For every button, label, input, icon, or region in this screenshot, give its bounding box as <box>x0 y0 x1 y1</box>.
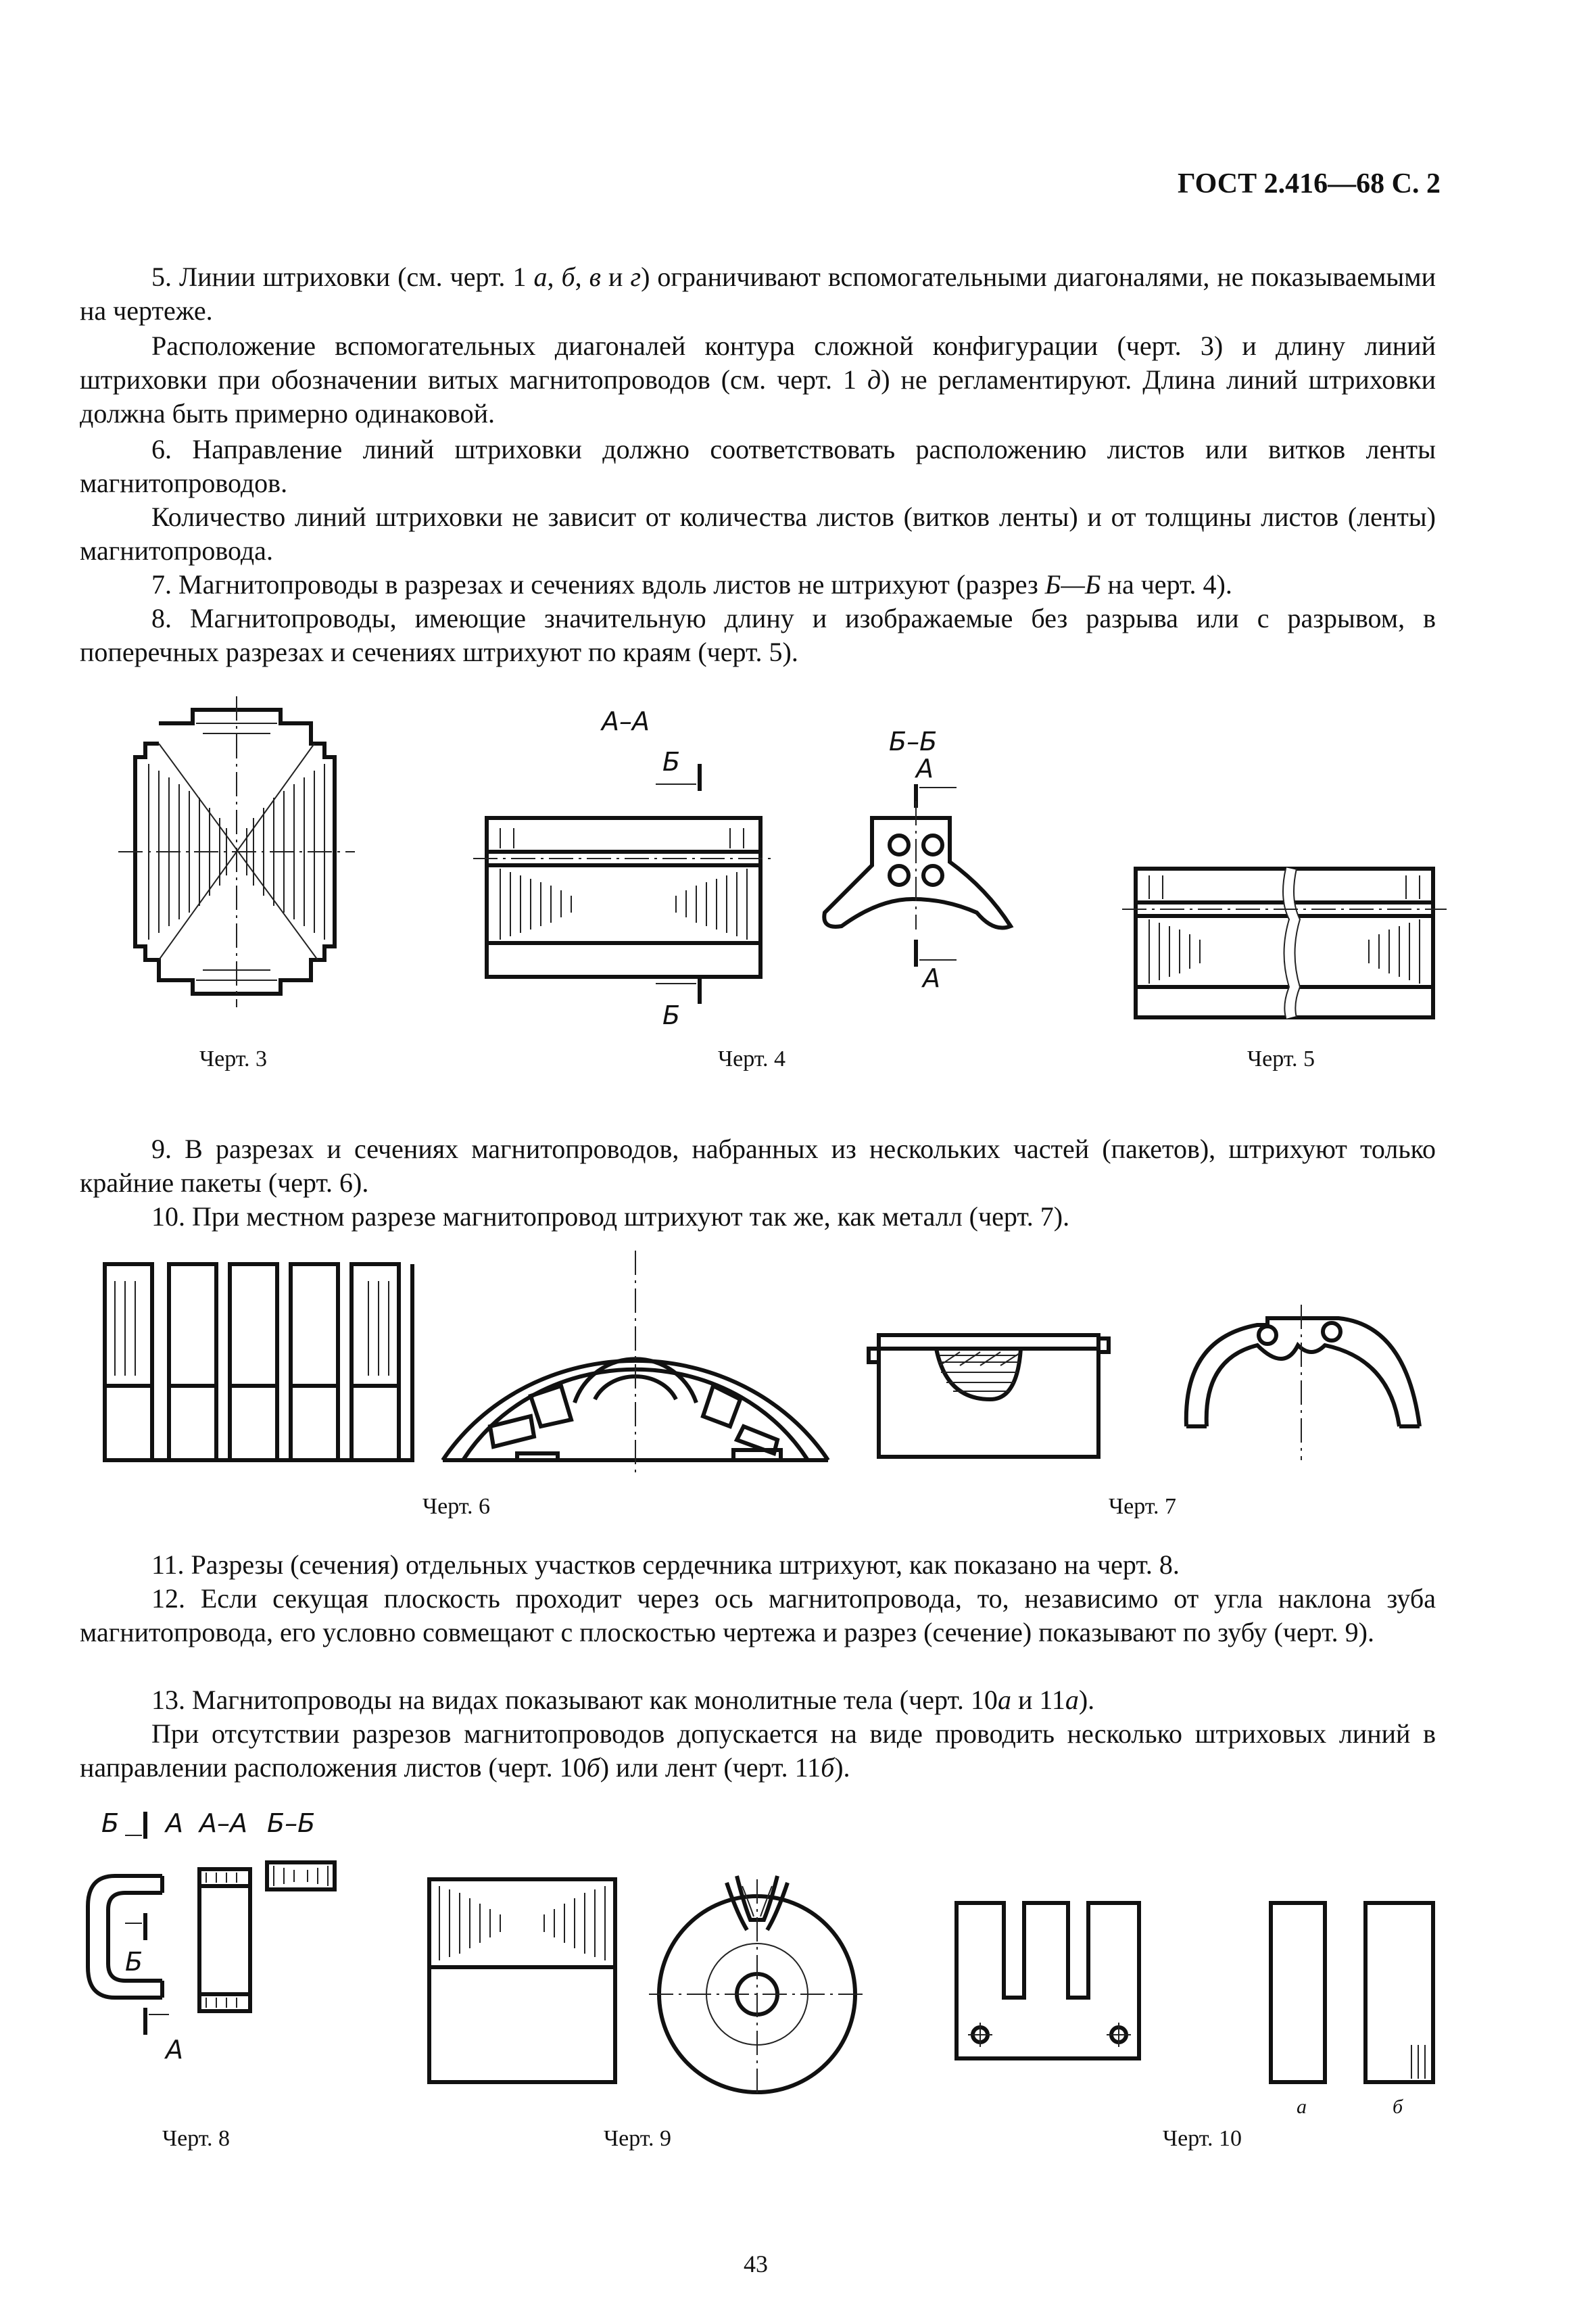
figure-10-caption: Черт. 10 <box>1163 2126 1242 2151</box>
figure-8-caption: Черт. 8 <box>162 2126 231 2151</box>
figure-10-drawing <box>946 1893 1460 2096</box>
figure-4-drawing <box>473 706 987 1030</box>
page-number: 43 <box>744 2250 768 2277</box>
paragraph: 8. Магнитопроводы, имеющие значительную длину и изображаемые без разрыва или с разрывом, в поперечных разрезах и сечениях штрихуют по краям (черт. 5). <box>80 603 1436 667</box>
italic-ref: а <box>997 1685 1011 1715</box>
label-b-bottom: Б <box>662 1000 681 1030</box>
figure-5-caption: Черт. 5 <box>1247 1046 1315 1071</box>
figure-3-drawing <box>95 703 379 1014</box>
paragraph: 5. Линии штриховки (см. черт. 1 а, б, в и г) ограничивают вспомогательными диагоналями, не показываемыми на чертеже. <box>80 262 1436 326</box>
page-header: ГОСТ 2.416—68 С. 2 <box>1177 168 1441 199</box>
label-b-top: Б <box>662 747 681 777</box>
figure-7-drawing <box>852 1298 1447 1474</box>
label-b: Б <box>101 1808 120 1838</box>
italic-ref: г <box>630 262 642 292</box>
figure-6-caption: Черт. 6 <box>422 1494 491 1519</box>
figure-9-caption: Черт. 9 <box>604 2126 672 2151</box>
figure-10b-label: б <box>1393 2096 1403 2118</box>
label-bb: Б–Б <box>889 727 938 756</box>
figure-9-drawing <box>419 1866 879 2096</box>
italic-ref: б <box>821 1752 835 1783</box>
figure-6-drawing <box>84 1251 828 1474</box>
italic-ref: а <box>533 262 548 292</box>
label-a: А <box>166 1808 183 1838</box>
label-aa: А–А <box>602 706 650 736</box>
label-a-2: А <box>166 2035 183 2065</box>
paragraph: 13. Магнитопроводы на видах показывают как монолитные тела (черт. 10а и 11а). <box>151 1685 1095 1715</box>
paragraph: 7. Магнитопроводы в разрезах и сечениях вдоль листов не штрихуют (разрез Б—Б на черт. 4). <box>151 569 1232 600</box>
paragraph: Количество линий штриховки не зависит от количества листов (витков ленты) и от толщины листов (ленты) магнитопровода. <box>80 502 1436 566</box>
label-a-bottom: А <box>923 963 940 993</box>
paragraph: При отсутствии разрезов магнитопроводов допускается на виде проводить несколько штриховых линий в направлении расположения листов (черт. 10б) или лент (черт. 11б). <box>80 1718 1436 1783</box>
label-b-2: Б <box>125 1947 143 1977</box>
figure-8-drawing <box>74 1805 345 2065</box>
italic-ref: б <box>561 262 575 292</box>
label-aa: А–А <box>199 1808 247 1838</box>
italic-ref: а <box>1065 1685 1079 1715</box>
figure-4-caption: Черт. 4 <box>718 1046 786 1071</box>
figure-7-caption: Черт. 7 <box>1109 1494 1177 1519</box>
paragraph: 10. При местном разрезе магнитопровод штрихуют так же, как металл (черт. 7). <box>151 1201 1070 1232</box>
paragraph: Расположение вспомогательных диагоналей контура сложной конфигурации (черт. 3) и длину линий штриховки при обозначении витых магнитопроводов (см. черт. 1 д) не регламентируют. Длина линий штриховки должна быть примерно одинаковой. <box>80 331 1436 429</box>
italic-ref: Б—Б <box>1044 569 1101 600</box>
paragraph: 6. Направление линий штриховки должно соответствовать расположению листов или витков ленты магнитопроводов. <box>80 434 1436 498</box>
paragraph: 11. Разрезы (сечения) отдельных участков сердечника штрихуют, как показано на черт. 8. <box>151 1549 1180 1580</box>
paragraph: 9. В разрезах и сечениях магнитопроводов, набранных из нескольких частей (пакетов), штрихуют только крайние пакеты (черт. 6). <box>80 1134 1436 1198</box>
label-bb: Б–Б <box>267 1808 316 1838</box>
figure-5-drawing <box>1122 859 1453 1028</box>
paragraph: 12. Если секущая плоскость проходит через ось магнитопровода, то, независимо от угла наклона зуба магнитопровода, его условно совмещают с плоскостью чертежа и разрез (сечение) показывают по зубу (черт. 9). <box>80 1583 1436 1647</box>
figure-3-caption: Черт. 3 <box>199 1046 268 1071</box>
italic-ref: д <box>867 364 881 395</box>
italic-ref: б <box>586 1752 600 1783</box>
figure-10a-label: а <box>1297 2096 1307 2118</box>
italic-ref: в <box>589 262 602 292</box>
label-a-top: А <box>916 754 934 783</box>
